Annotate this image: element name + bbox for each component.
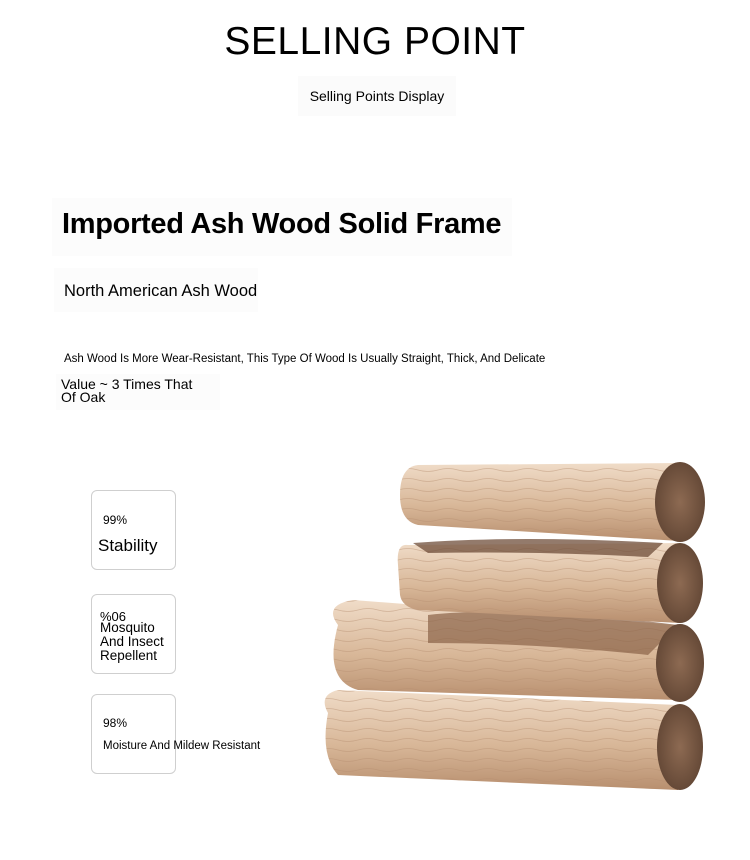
value-text	[61, 378, 211, 404]
value-line-1: Value ~ 3 Times That	[61, 376, 193, 392]
feature-label: Moisture And Mildew Resistant	[103, 740, 261, 752]
feature-percent: 98%	[103, 716, 128, 730]
page-title: SELLING POINT	[224, 20, 526, 63]
feature-label: Stability	[98, 536, 158, 555]
subheadline-box	[54, 268, 258, 312]
feature-card-repellent	[91, 594, 176, 674]
headline-box	[52, 198, 512, 256]
feature-label-line-1: Mosquito	[100, 620, 155, 635]
wood-logs-image	[318, 455, 713, 805]
log-4	[325, 690, 703, 790]
feature-label-line-2: And Insect	[100, 634, 164, 649]
feature-label-line-3: Repellent	[100, 648, 158, 663]
section-subheadline: North American Ash Wood	[64, 282, 258, 300]
subtitle-box	[298, 76, 456, 116]
log-1	[400, 462, 705, 542]
feature-percent: 99%	[103, 513, 128, 527]
feature-percent: %06	[100, 609, 127, 624]
value-box	[56, 374, 220, 410]
log-2	[398, 539, 703, 623]
page-subtitle: Selling Points Display	[309, 88, 445, 104]
section-headline: Imported Ash Wood Solid Frame	[62, 208, 502, 240]
wood-logs-illustration	[318, 455, 713, 805]
feature-label	[100, 621, 164, 663]
value-line-2: Of Oak	[61, 389, 106, 405]
section-description: Ash Wood Is More Wear-Resistant, This Type Of Wood Is Usually Straight, Thick, And Delicate	[64, 353, 546, 365]
feature-card-stability	[91, 490, 176, 570]
feature-card-moisture	[91, 694, 261, 774]
